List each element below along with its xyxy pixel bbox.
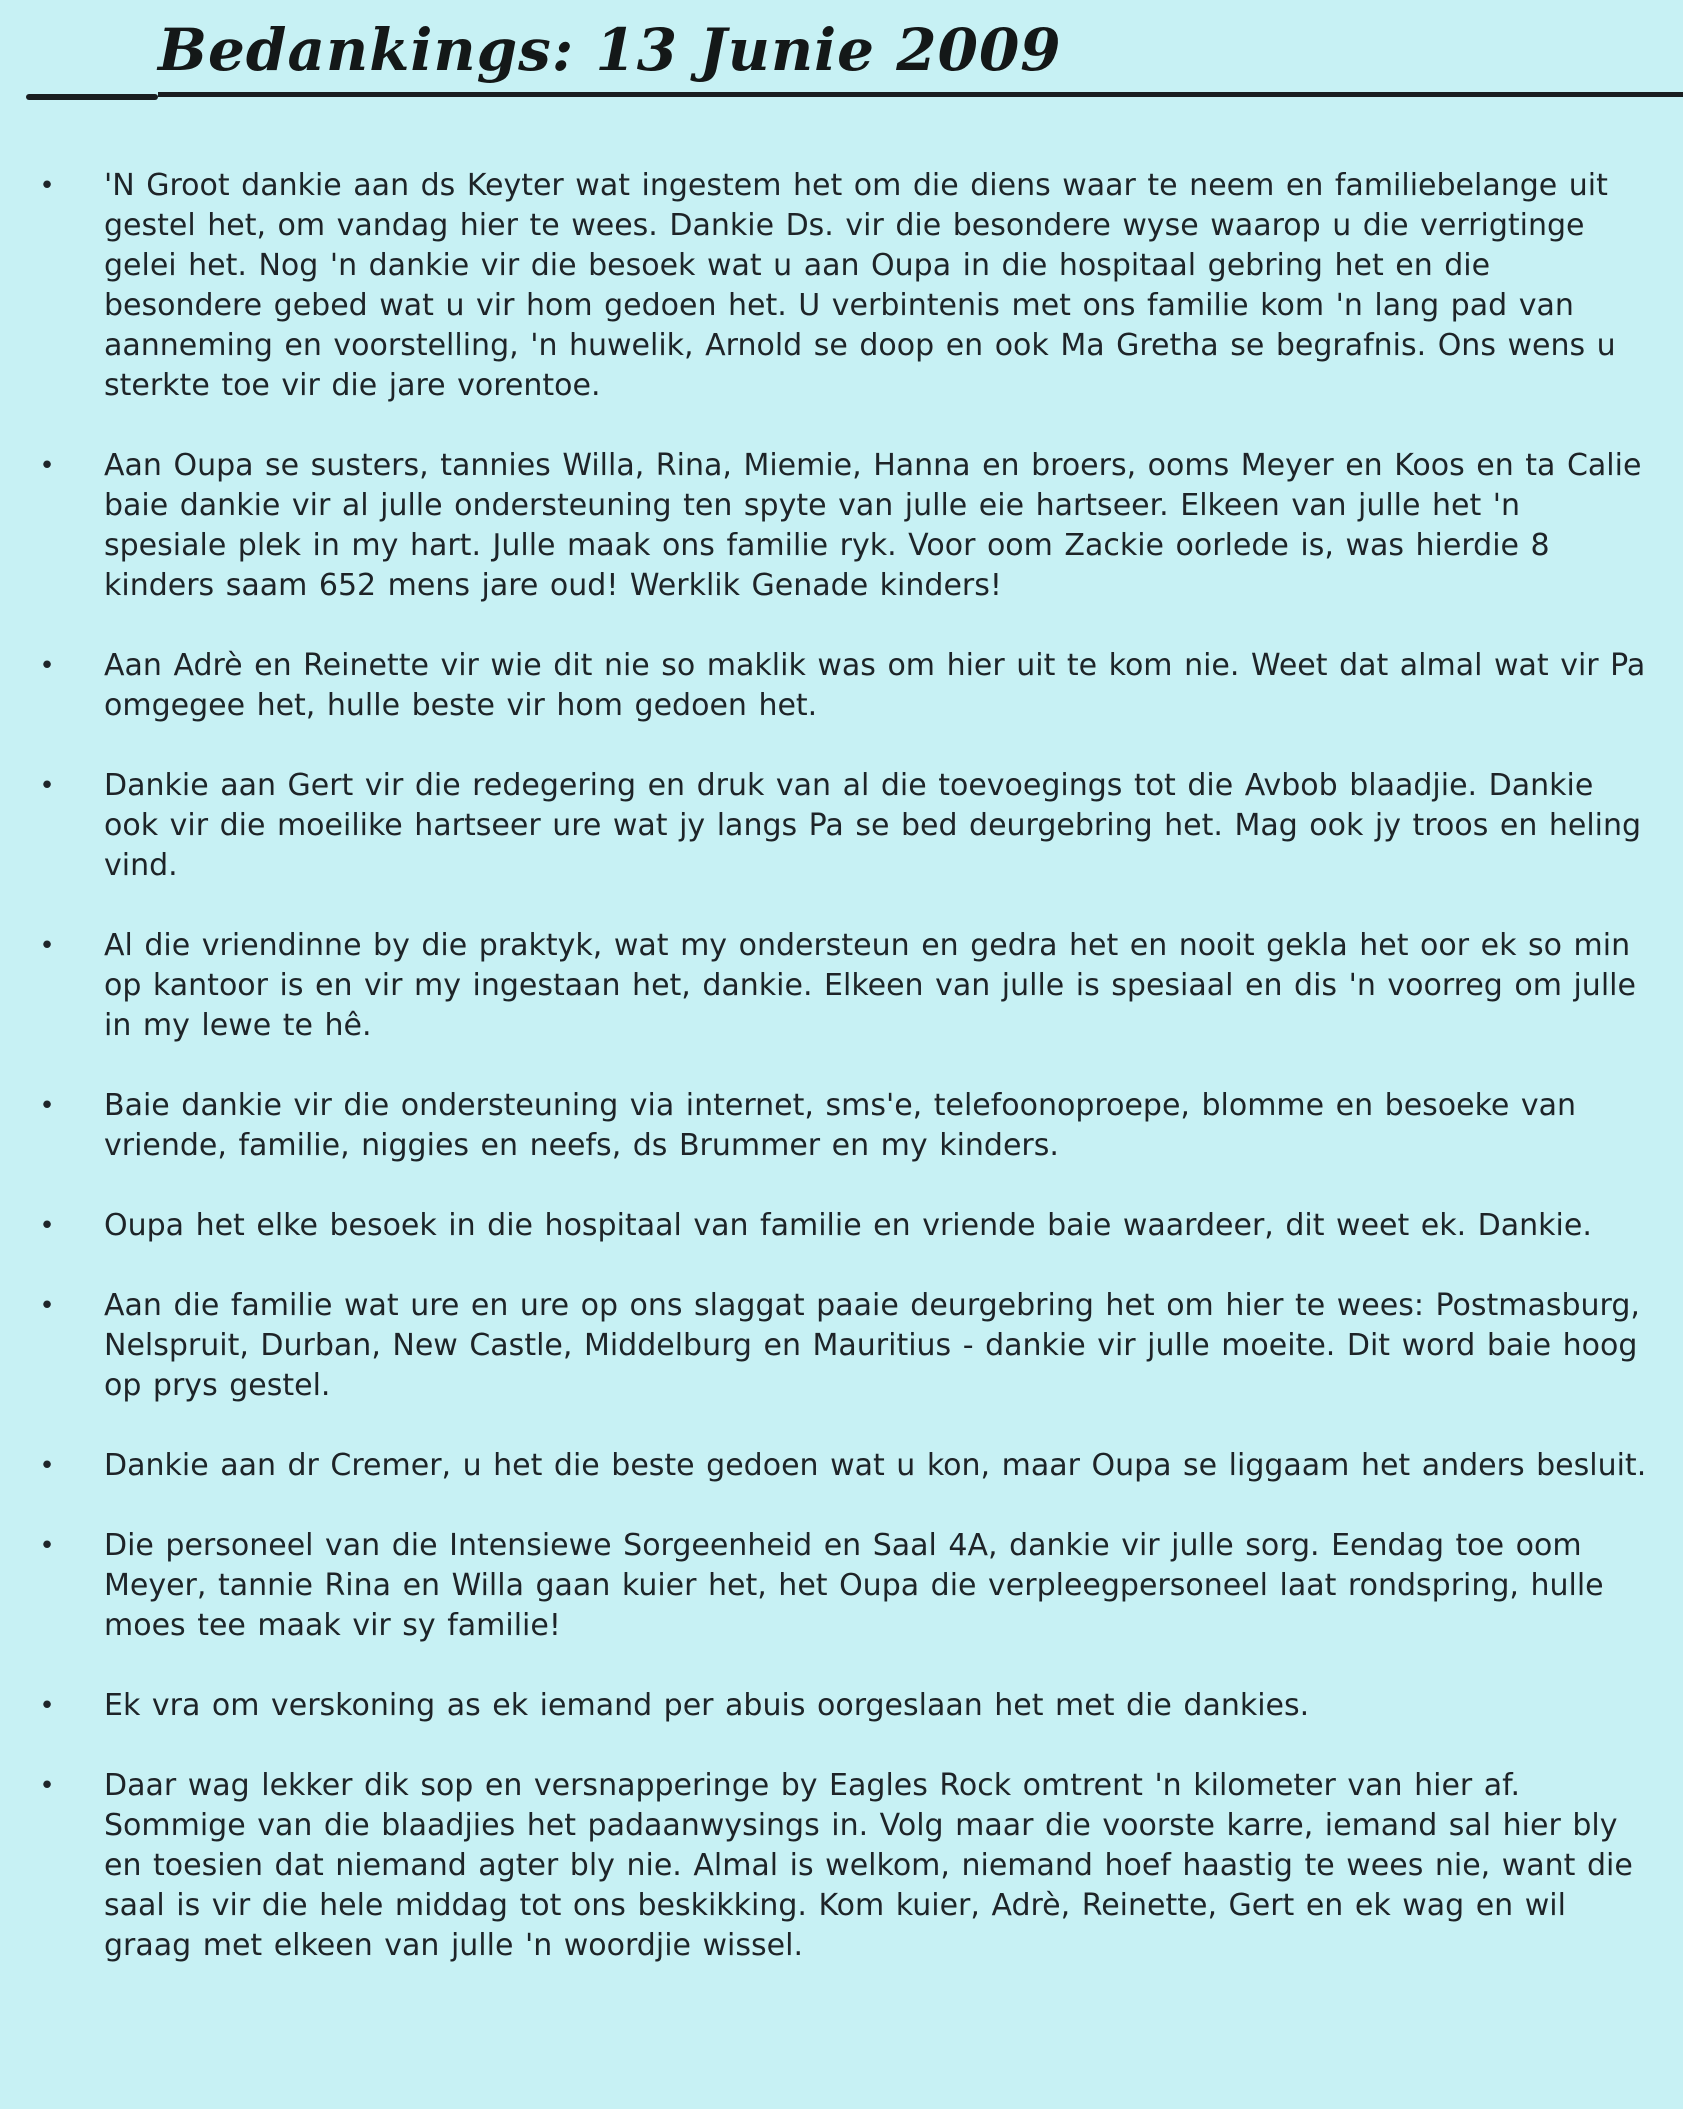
list-item: [32, 446, 1652, 606]
bullet-icon: •: [39, 1451, 55, 1481]
list-item: [32, 1766, 1652, 1966]
list-item-text: Aan Oupa se susters, tannies Willa, Rina, Miemie, Hanna en broers, ooms Meyer en Koos en ta Calie baie dankie vir al julle ondersteuning ten spyte van julle eie hartseer. Elkeen van julle het 'n spesiale plek in my hart. Julle maak ons familie ryk. Voor oom Zackie oorlede is, was hierdie 8 kinders saam 652 mens jare oud! Werklik Genade kinders!: [104, 448, 1642, 603]
list-item: [32, 166, 1652, 406]
bullet-icon: •: [39, 451, 55, 481]
list-item-text: Al die vriendinne by die praktyk, wat my ondersteun en gedra het en nooit gekla het oor ek so min op kantoor is en vir my ingestaan het, dankie. Elkeen van julle is spesiaal en dis 'n voorreg om julle in my lewe te hê.: [104, 928, 1636, 1043]
list-item-text: Die personeel van die Intensiewe Sorgeenheid en Saal 4A, dankie vir julle sorg. Eendag toe oom Meyer, tannie Rina en Willa gaan kuier het, het Oupa die verpleegpersoneel laat rondspring, hulle moes tee maak vir sy familie!: [104, 1528, 1604, 1643]
bullet-icon: •: [39, 1531, 55, 1561]
bullet-icon: •: [39, 651, 55, 681]
list-item: [32, 926, 1652, 1046]
list-item-text: Ek vra om verskoning as ek iemand per abuis oorgeslaan het met die dankies.: [104, 1688, 1310, 1723]
list-item-text: Aan die familie wat ure en ure op ons slaggat paaie deurgebring het om hier te wees: Postmasburg, Nelspruit, Durban, New Castle, Middelburg en Mauritius - dankie vir julle moeite. Dit word baie hoog op prys gestel.: [104, 1288, 1640, 1403]
bullet-icon: •: [39, 1091, 55, 1121]
bullet-icon: •: [39, 1211, 55, 1241]
list-item: [32, 1206, 1652, 1246]
bullet-icon: •: [39, 1691, 55, 1721]
list-item: [32, 1086, 1652, 1166]
list-item: [32, 1686, 1652, 1726]
list-item-text: Dankie aan Gert vir die redegering en druk van al die toevoegings tot die Avbob blaadjie. Dankie ook vir die moeilike hartseer ure wat jy langs Pa se bed deurgebring het. Mag ook jy troos en heling vind.: [104, 768, 1642, 883]
bullet-icon: •: [39, 1291, 55, 1321]
bullet-icon: •: [39, 771, 55, 801]
list-item: [32, 1446, 1652, 1486]
list-item-text: Aan Adrè en Reinette vir wie dit nie so maklik was om hier uit te kom nie. Weet dat almal wat vir Pa omgegee het, hulle beste vir hom gedoen het.: [104, 648, 1646, 723]
list-item: [32, 1286, 1652, 1406]
list-item-text: Daar wag lekker dik sop en versnapperinge by Eagles Rock omtrent 'n kilometer van hier af. Sommige van die blaadjies het padaanwysings in. Volg maar die voorste karre, iemand sal hier bly en toesien dat niemand agter bly nie. Almal is welkom, niemand hoef haastig te wees nie, want die saal is vir die hele middag tot ons beskikking. Kom kuier, Adrè, Reinette, Gert en ek wag en wil graag met elkeen van julle 'n woordjie wissel.: [104, 1768, 1633, 1963]
bullet-icon: •: [39, 171, 55, 201]
title-underline-left: [26, 94, 158, 100]
list-item-text: Baie dankie vir die ondersteuning via internet, sms'e, telefoonoproepe, blomme en besoeke van vriende, familie, niggies en neefs, ds Brummer en my kinders.: [104, 1088, 1577, 1163]
thanks-list: [32, 166, 1652, 2006]
list-item-text: 'N Groot dankie aan ds Keyter wat ingestem het om die diens waar te neem en familiebelange uit gestel het, om vandag hier te wees. Dankie Ds. vir die besondere wyse waarop u die verrigtinge gelei het. Nog 'n dankie vir die besoek wat u aan Oupa in die hospitaal gebring het en die besondere gebed wat u vir hom gedoen het. U verbintenis met ons familie kom 'n lang pad van aanneming en voorstelling, 'n huwelik, Arnold se doop en ook Ma Gretha se begrafnis. Ons wens u sterkte toe vir die jare vorentoe.: [104, 168, 1616, 403]
list-item: [32, 646, 1652, 726]
list-item-text: Oupa het elke besoek in die hospitaal van familie en vriende baie waardeer, dit weet ek. Dankie.: [104, 1208, 1592, 1243]
list-item-text: Dankie aan dr Cremer, u het die beste gedoen wat u kon, maar Oupa se liggaam het anders besluit.: [104, 1448, 1647, 1483]
bullet-icon: •: [39, 1771, 55, 1801]
bullet-icon: •: [39, 931, 55, 961]
list-item: [32, 766, 1652, 886]
page-title: Bedankings: 13 Junie 2009: [158, 16, 1062, 84]
list-item: [32, 1526, 1652, 1646]
title-underline: [158, 92, 1683, 97]
